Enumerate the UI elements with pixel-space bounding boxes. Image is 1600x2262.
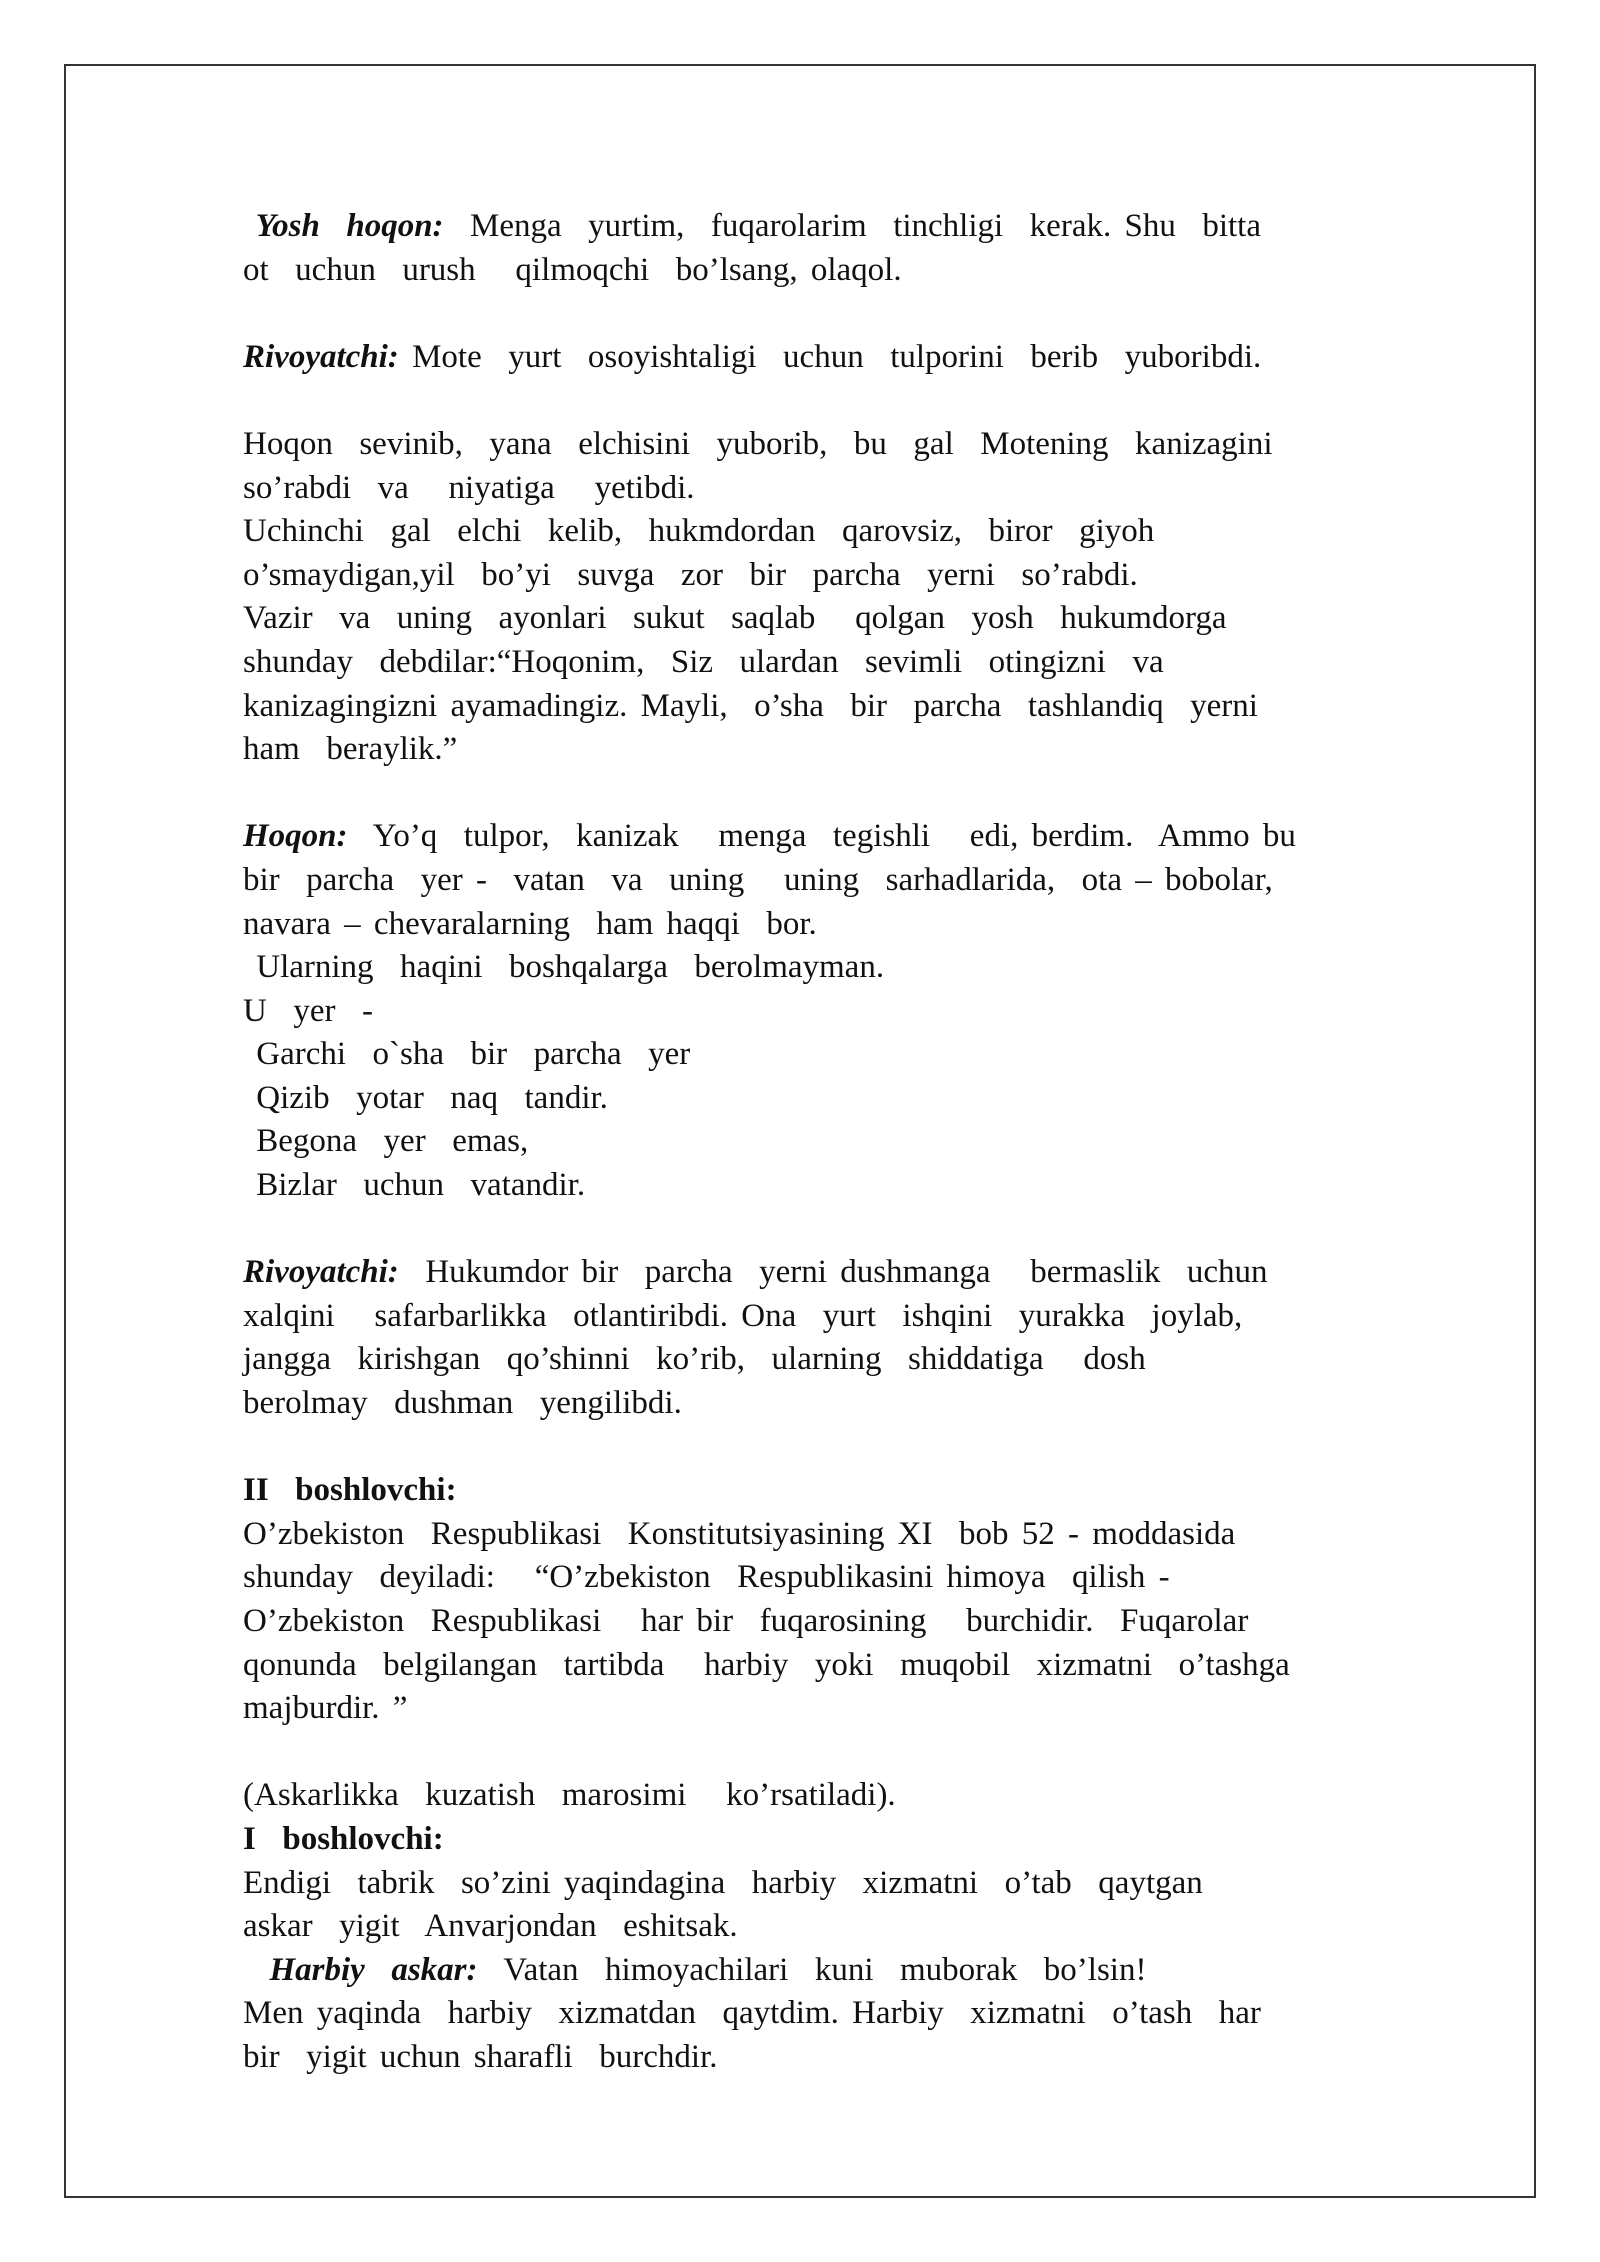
paragraph-gap: [243, 292, 1393, 336]
line-text: Endigi tabrik so’zini yaqindagina harbiy xizmatni o’tab qaytgan: [243, 1864, 1203, 1901]
text-line: [243, 1251, 1393, 1295]
line-text: O’zbekiston Respublikasi Konstitutsiyasining XI bob 52 - moddasida: [243, 1515, 1236, 1552]
paragraph-block: [243, 336, 1393, 380]
line-text: kanizagingizni ayamadingiz. Mayli, o’sha bir parcha tashlandiq yerni: [243, 687, 1258, 724]
paragraph-gap: [243, 1426, 1393, 1470]
line-text: Ularning haqini boshqalarga berolmayman.: [243, 949, 885, 986]
line-text: bir yigit uchun sharafli burchdir.: [243, 2038, 718, 2075]
text-line: [243, 859, 1393, 903]
text-line: [243, 1120, 1393, 1164]
text-line: [243, 205, 1393, 249]
section-heading: I boshlovchi:: [243, 1820, 444, 1857]
line-text: ham beraylik.”: [243, 731, 458, 768]
paragraph-block: [243, 815, 1393, 1207]
text-line: [243, 1818, 1393, 1862]
text-line: [243, 336, 1393, 380]
text-line: [243, 1513, 1393, 1557]
line-text: Garchi o`sha bir parcha yer: [243, 1036, 691, 1073]
speaker-label: Hoqon:: [243, 818, 348, 855]
line-text: navara – chevaralarning ham haqqi bor.: [243, 905, 817, 942]
line-text: Qizib yotar naq tandir.: [243, 1079, 608, 1116]
line-text: so’rabdi va niyatiga yetibdi.: [243, 469, 695, 506]
paragraph-block: [243, 1774, 1393, 2079]
text-line: [243, 1862, 1393, 1906]
text-line: [243, 728, 1393, 772]
line-text: shunday deyiladi: “O’zbekiston Respublikasini himoya qilish -: [243, 1559, 1170, 1596]
text-line: [243, 903, 1393, 947]
line-text: Vazir va uning ayonlari sukut saqlab qolgan yosh hukumdorga: [243, 600, 1227, 637]
speaker-label: Rivoyatchi:: [243, 338, 399, 375]
text-line: [243, 1600, 1393, 1644]
line-text: qonunda belgilangan tartibda harbiy yoki muqobil xizmatni o’tashga: [243, 1646, 1290, 1683]
text-line: [243, 1164, 1393, 1208]
line-text: (Askarlikka kuzatish marosimi ko’rsatiladi).: [243, 1777, 896, 1814]
text-line: [243, 2036, 1393, 2080]
text-line: [243, 1992, 1393, 2036]
line-text: Bizlar uchun vatandir.: [243, 1167, 586, 1204]
text-line: [243, 1033, 1393, 1077]
text-line: [243, 1556, 1393, 1600]
text-line: [243, 1774, 1393, 1818]
paragraph-block: [243, 423, 1393, 772]
text-line: [243, 1338, 1393, 1382]
text-line: [243, 815, 1393, 859]
line-text: shunday debdilar:“Hoqonim, Siz ulardan sevimli otingizni va: [243, 643, 1164, 680]
line-text: O’zbekiston Respublikasi har bir fuqarosining burchidir. Fuqarolar: [243, 1603, 1249, 1639]
speaker-label: Yosh hoqon:: [243, 208, 444, 244]
paragraph-gap: [243, 379, 1393, 423]
line-text: Men yaqinda harbiy xizmatdan qaytdim. Harbiy xizmatni o’tash har: [243, 1995, 1261, 2032]
line-text: majburdir. ”: [243, 1690, 408, 1727]
line-text: o’smaydigan,yil bo’yi suvga zor bir parcha yerni so’rabdi.: [243, 556, 1138, 593]
line-text: Hoqon sevinib, yana elchisini yuborib, bu gal Motening kanizagini: [243, 425, 1273, 462]
speaker-label: Rivoyatchi:: [243, 1254, 399, 1291]
line-text: jangga kirishgan qo’shinni ko’rib, ularning shiddatiga dosh: [243, 1341, 1146, 1378]
text-line: [243, 1644, 1393, 1688]
paragraph-block: [243, 1469, 1393, 1731]
line-text: xalqini safarbarlikka otlantiribdi. Ona yurt ishqini yurakka joylab,: [243, 1297, 1243, 1334]
paragraph-gap: [243, 1208, 1393, 1252]
text-line: [243, 467, 1393, 511]
text-line: [243, 990, 1393, 1034]
line-text: Hukumdor bir parcha yerni dushmanga bermaslik uchun: [398, 1254, 1268, 1291]
speaker-label: Harbiy askar:: [243, 1951, 478, 1988]
line-text: Mote yurt osoyishtaligi uchun tulporini berib yuboribdi.: [398, 338, 1262, 375]
line-text: Vatan himoyachilari kuni muborak bo’lsin!: [477, 1951, 1147, 1988]
text-line: [243, 510, 1393, 554]
line-text: Begona yer emas,: [243, 1123, 529, 1160]
paragraph-gap: [243, 1731, 1393, 1775]
text-line: [243, 249, 1393, 293]
text-line: [243, 597, 1393, 641]
line-text: berolmay dushman yengilibdi.: [243, 1385, 682, 1422]
text-line: [243, 423, 1393, 467]
paragraph-gap: [243, 772, 1393, 816]
text-line: [243, 1382, 1393, 1426]
text-line: [243, 1077, 1393, 1121]
text-line: [243, 1905, 1393, 1949]
paragraph-block: [243, 205, 1393, 292]
text-line: [243, 641, 1393, 685]
text-line: [243, 1949, 1393, 1993]
text-line: [243, 1295, 1393, 1339]
paragraph-block: [243, 1251, 1393, 1425]
text-line: [243, 1687, 1393, 1731]
line-text: ot uchun urush qilmoqchi bo’lsang, olaqol.: [243, 251, 902, 288]
document-body: [243, 205, 1393, 2080]
line-text: askar yigit Anvarjondan eshitsak.: [243, 1908, 738, 1945]
text-line: [243, 554, 1393, 598]
line-text: U yer -: [243, 992, 373, 1029]
line-text: Menga yurtim, fuqarolarim tinchligi kerak. Shu bitta: [443, 208, 1261, 244]
line-text: bir parcha yer - vatan va uning uning sarhadlarida, ota – bobolar,: [243, 861, 1273, 898]
line-text: Yo’q tulpor, kanizak menga tegishli edi, berdim. Ammo bu: [347, 818, 1296, 855]
text-line: [243, 1469, 1393, 1513]
section-heading: II boshlovchi:: [243, 1472, 457, 1509]
text-line: [243, 685, 1393, 729]
text-line: [243, 946, 1393, 990]
line-text: Uchinchi gal elchi kelib, hukmdordan qarovsiz, biror giyoh: [243, 513, 1155, 550]
